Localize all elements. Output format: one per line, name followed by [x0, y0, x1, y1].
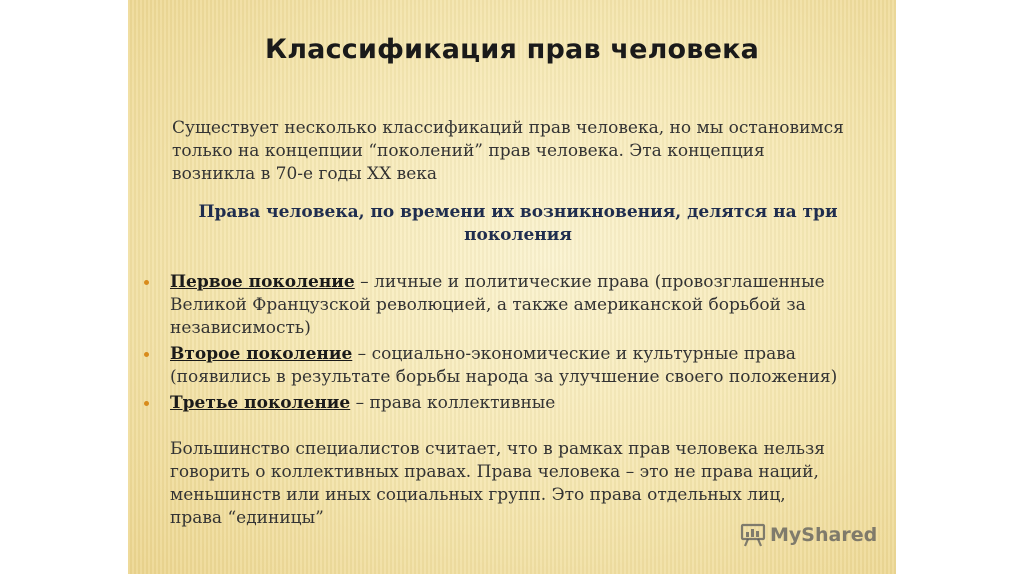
- conclusion-line: говорить о коллективных правах. Права человека – это не права наций,: [170, 462, 819, 482]
- slide: [128, 0, 896, 574]
- generation-description: – права коллективные: [350, 393, 556, 413]
- generation-description: – личные и политические права (провозглашенные: [354, 272, 825, 292]
- bullet-icon: [144, 280, 149, 285]
- presentation-board-icon: [740, 523, 766, 547]
- generation-term: Второе поколение: [170, 344, 353, 364]
- intro-paragraph: [172, 117, 892, 186]
- conclusion-line: меньшинств или иных социальных групп. Это права отдельных лиц,: [170, 485, 786, 505]
- watermark-text: MyShared: [770, 524, 878, 546]
- list-item-second-generation: [142, 343, 882, 389]
- intro-line: возникла в 70-е годы XX века: [172, 164, 438, 184]
- bullet-icon: [144, 352, 149, 357]
- conclusion-paragraph: [170, 438, 890, 530]
- generation-description: – социально-экономические и культурные права: [352, 344, 796, 364]
- generations-list: [142, 271, 882, 418]
- slide-title: Классификация прав человека: [264, 34, 760, 65]
- generation-description: независимость): [170, 318, 311, 338]
- list-item-third-generation: [142, 392, 882, 415]
- conclusion-line: Большинство специалистов считает, что в рамках прав человека нельзя: [170, 439, 826, 459]
- generation-term: Третье поколение: [170, 393, 351, 413]
- bullet-icon: [144, 401, 149, 406]
- myshared-watermark: [740, 523, 877, 547]
- heading-line: поколения: [464, 225, 572, 245]
- list-item-first-generation: [142, 271, 882, 340]
- generation-description: (появились в результате борьбы народа за улучшение своего положения): [170, 367, 838, 387]
- generations-heading: [168, 201, 868, 247]
- heading-line: Права человека, по времени их возникновения, делятся на три: [198, 202, 838, 222]
- generation-term: Первое поколение: [170, 272, 355, 292]
- intro-line: только на концепции “поколений” прав человека. Эта концепция: [172, 141, 765, 161]
- intro-line: Существует несколько классификаций прав человека, но мы остановимся: [172, 118, 844, 138]
- generation-description: Великой Французской революцией, а также американской борьбой за: [170, 295, 806, 315]
- conclusion-line: права “единицы”: [170, 508, 324, 528]
